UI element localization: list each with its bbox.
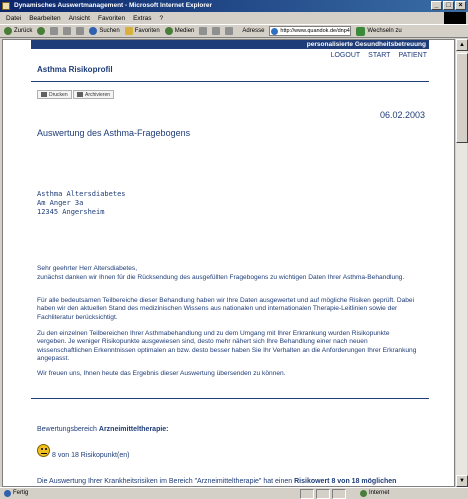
browser-toolbar xyxy=(0,24,468,38)
assessment-area: Bewertungsbereich Arzneimitteltherapie: xyxy=(37,426,169,433)
stop-button[interactable] xyxy=(50,27,58,35)
page-title: Auswertung des Asthma-Fragebogens xyxy=(37,128,191,138)
window-title-bar xyxy=(0,0,468,12)
media-icon xyxy=(165,27,173,35)
print-button[interactable]: Drucken xyxy=(37,90,72,99)
address-input[interactable]: http://www.quandok.de/dnp4 xyxy=(269,26,351,36)
menu-ansicht[interactable]: Ansicht xyxy=(68,14,90,22)
windows-logo-icon xyxy=(444,12,466,24)
menu-extras[interactable]: Extras xyxy=(133,14,152,22)
divider xyxy=(31,398,429,399)
section-title: Asthma Risikoprofil xyxy=(37,65,113,74)
nav-logout[interactable]: LOGOUT xyxy=(330,52,361,59)
history-button[interactable] xyxy=(199,27,207,35)
go-arrow-icon xyxy=(356,27,365,36)
refresh-icon xyxy=(63,27,71,35)
address-line: Am Anger 3a xyxy=(37,199,84,207)
page-done-icon xyxy=(4,490,11,497)
risk-value: Risikowert 8 von 18 möglichen xyxy=(294,478,397,485)
status-bar xyxy=(0,487,468,499)
vertical-scrollbar[interactable] xyxy=(455,39,467,487)
menu-bar xyxy=(0,12,468,24)
printer-icon xyxy=(225,27,233,35)
media-button[interactable]: Medien xyxy=(165,27,195,35)
archive-button[interactable]: Archivieren xyxy=(73,90,114,99)
print-toolbar-button[interactable] xyxy=(225,27,233,35)
top-navigation xyxy=(331,52,427,59)
favorites-icon xyxy=(125,27,133,35)
archive-icon xyxy=(77,92,83,97)
scroll-down-button[interactable]: ▼ xyxy=(456,475,468,487)
page-viewport xyxy=(2,39,455,487)
salutation: Sehr geehrter Herr Altersdiabetes, xyxy=(37,265,138,272)
page-body xyxy=(31,40,429,487)
back-arrow-icon xyxy=(4,27,12,35)
maximize-button[interactable]: □ xyxy=(443,1,454,10)
menu-favoriten[interactable]: Favoriten xyxy=(97,14,126,22)
paragraph-evaluation: Für alle bedeutsamen Teilbereiche dieser Behandlung haben wir Ihre Daten ausgewertet und auf mögliche Risiken geprüft. Dabei haben wir den aktuellen Stand des medizinischen Wissens aus nationalen und internationalen Therapie-Leitlinien sowie der Fachliteratur berücksichtigt. xyxy=(37,297,415,321)
internet-zone-icon xyxy=(360,490,367,497)
neutral-face-icon xyxy=(37,444,50,457)
ie-page-icon xyxy=(271,28,278,35)
status-text: Fertig xyxy=(13,490,29,496)
risk-score: 8 von 18 Risikopunkt(en) xyxy=(52,452,130,459)
zone-text: Internet xyxy=(369,490,390,496)
browser-icon xyxy=(2,2,10,10)
address-label: Adresse xyxy=(242,28,265,34)
forward-arrow-icon xyxy=(37,27,45,35)
mail-button[interactable] xyxy=(212,27,220,35)
menu-help[interactable]: ? xyxy=(159,14,164,22)
paragraph-closing: Wir freuen uns, Ihnen heute das Ergebnis dieser Auswertung übersenden zu können. xyxy=(37,370,286,377)
brand-bar: personalisierte Gesundheitsbetreuung xyxy=(31,40,429,49)
menu-datei[interactable]: Datei xyxy=(6,14,22,22)
scroll-thumb[interactable] xyxy=(456,53,468,143)
nav-start[interactable]: START xyxy=(368,52,391,59)
recipient-address xyxy=(37,190,126,217)
search-button[interactable]: Suchen xyxy=(89,27,119,35)
result-summary: Die Auswertung Ihrer Krankheitsrisiken im Bereich "Arzneimitteltherapie" hat einen Risikowert 8 von 18 möglichen xyxy=(37,478,397,485)
assessment-area-name: Arzneimitteltherapie: xyxy=(98,426,169,433)
stop-icon xyxy=(50,27,58,35)
home-icon xyxy=(76,27,84,35)
favorites-button[interactable]: Favoriten xyxy=(125,27,160,35)
address-line: Asthma Altersdiabetes xyxy=(37,190,126,198)
report-date: 06.02.2003 xyxy=(379,110,425,120)
window-title: Dynamisches Auswertmanagement - Microsoft Internet Explorer xyxy=(14,2,213,9)
nav-patient[interactable]: PATIENT xyxy=(398,52,427,59)
back-button[interactable]: Zurück xyxy=(4,27,32,35)
refresh-button[interactable] xyxy=(63,27,71,35)
scroll-up-button[interactable]: ▲ xyxy=(456,39,468,51)
menu-bearbeiten[interactable]: Bearbeiten xyxy=(29,14,61,22)
printer-icon xyxy=(41,92,47,97)
home-button[interactable] xyxy=(76,27,84,35)
minimize-button[interactable]: _ xyxy=(431,1,442,10)
mail-icon xyxy=(212,27,220,35)
paragraph-risk-points: Zu den einzelnen Teilbereichen Ihrer Asthmabehandlung und zu dem Umgang mit Ihrer Erkrankung wurden Risikopunkte vergeben. Je weniger Risikopunkte ausgewiesen sind, desto mehr nähert sich Ihre Behandlung einer nach neuen wissenschaftlichen Erkenntnissen optimalen an bzw. desto besser haben Sie Ihr Verhalten an die Anforderungen Ihrer Erkrankung angepasst. xyxy=(37,330,417,363)
forward-button[interactable] xyxy=(37,27,45,35)
paragraph-intro: zunächst danken wir Ihnen für die Rücksendung des ausgefüllten Fragebogens zu wichtigen Daten Ihrer Asthma-Behandlung. xyxy=(37,274,405,281)
divider xyxy=(31,81,429,82)
history-icon xyxy=(199,27,207,35)
close-button[interactable]: × xyxy=(455,1,466,10)
go-button[interactable]: Wechseln zu xyxy=(356,27,401,36)
address-line: 12345 Angersheim xyxy=(37,208,105,216)
search-icon xyxy=(89,27,97,35)
